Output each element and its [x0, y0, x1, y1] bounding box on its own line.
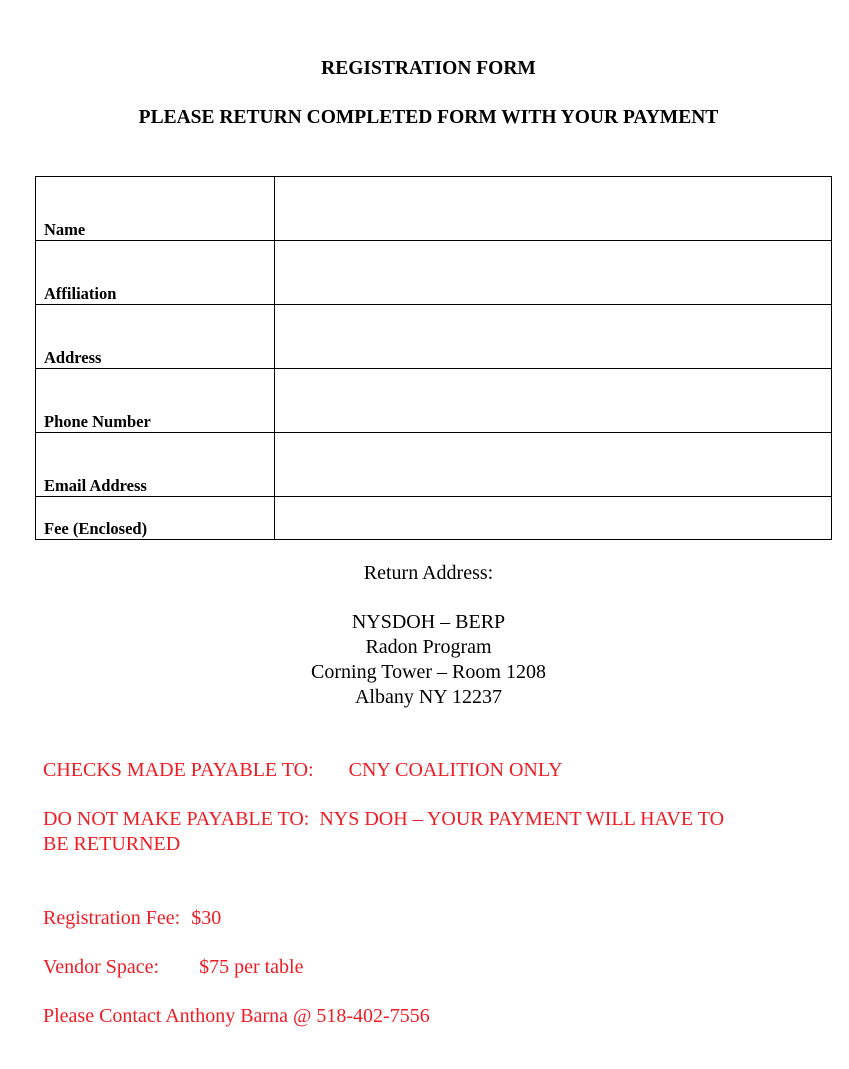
checks-payable-value: CNY COALITION ONLY	[348, 759, 563, 781]
name-label: Name	[36, 177, 275, 241]
do-not-pay-warning-continued: BE RETURNED	[43, 833, 181, 855]
table-row	[36, 497, 832, 540]
vendor-space-label: Vendor Space:	[43, 956, 160, 978]
registration-table	[35, 176, 832, 540]
fee-enclosed-field[interactable]	[275, 497, 832, 540]
registration-fee-value: $30	[191, 907, 222, 929]
registration-fee-line	[43, 906, 221, 931]
table-row	[36, 305, 832, 369]
name-field[interactable]	[275, 177, 832, 241]
affiliation-field[interactable]	[275, 241, 832, 305]
return-address-line: Albany NY 12237	[354, 686, 503, 708]
form-subtitle: PLEASE RETURN COMPLETED FORM WITH YOUR PAYMENT	[138, 107, 719, 128]
return-address-line: Corning Tower – Room 1208	[311, 661, 546, 683]
vendor-space-line	[43, 955, 303, 980]
email-address-field[interactable]	[275, 433, 832, 497]
table-row	[36, 433, 832, 497]
registration-fee-label: Registration Fee:	[43, 907, 181, 929]
return-address-line: NYSDOH – BERP	[351, 611, 506, 633]
form-title: REGISTRATION FORM	[321, 58, 536, 79]
checks-payable-line	[43, 758, 563, 783]
checks-payable-label: CHECKS MADE PAYABLE TO:	[43, 759, 314, 781]
affiliation-label: Affiliation	[36, 241, 275, 305]
address-label: Address	[36, 305, 275, 369]
table-row	[36, 241, 832, 305]
return-address-line: Radon Program	[365, 636, 492, 658]
address-field[interactable]	[275, 305, 832, 369]
phone-number-field[interactable]	[275, 369, 832, 433]
vendor-space-value: $75 per table	[199, 956, 304, 978]
table-row	[36, 177, 832, 241]
return-address-heading: Return Address:	[363, 562, 494, 584]
email-address-label: Email Address	[36, 433, 275, 497]
table-row	[36, 369, 832, 433]
fee-enclosed-label: Fee (Enclosed)	[36, 497, 275, 540]
contact-line: Please Contact Anthony Barna @ 518-402-7556	[43, 1005, 430, 1027]
phone-number-label: Phone Number	[36, 369, 275, 433]
do-not-pay-warning: DO NOT MAKE PAYABLE TO: NYS DOH – YOUR PAYMENT WILL HAVE TO	[43, 808, 725, 830]
